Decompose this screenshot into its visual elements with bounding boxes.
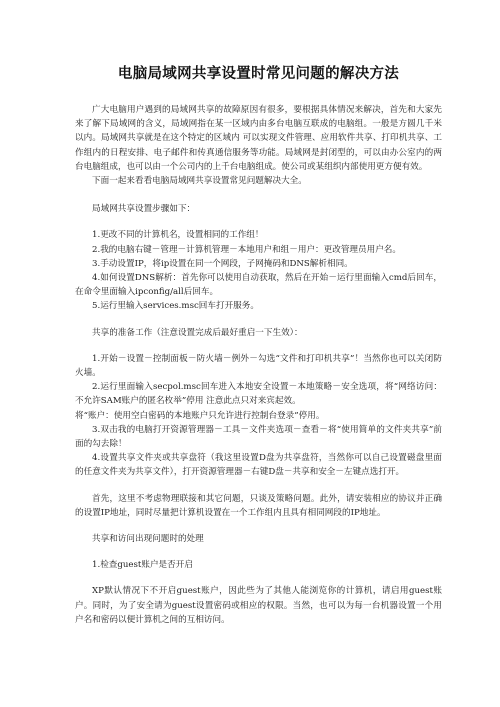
guest-account-paragraph: XP默认情况下不开启guest账户，因此些为了其他人能浏览你的计算机，请启用guest账户。同时，为了安全请为guest设置密码或相应的权限。当然，也可以为每一台机器设置一个用户名和密码以便计算机之间的互相访问。 bbox=[75, 586, 442, 625]
list-item: 将“账户：使用空白密码的本地账户只允许进行控制台登录”停用。 bbox=[75, 410, 325, 421]
list-item: 5.运行里输入services.msc回车打开服务。 bbox=[92, 301, 259, 312]
intro-paragraph: 广大电脑用户遇到的局域网共享的故障原因有很多，要根据具体情况来解决，首先和大家先来了解下局域网的含义，局域网指在某一区域内由多台电脑互联成的电脑组。一般是方圆几千米以内。局域网共享就是在这个特定的区域内 可以实现文件管理、应用软件共享、打印机共享、工作组内的日程安排、电子邮件和传真通信服务等功能。局域网是封闭型的，可以由办公室内的两台电脑组成，也可以由一个公司内的上千台电脑组成。使公司或某组织内部使用更方便有效。 bbox=[75, 105, 442, 172]
subheading-guest-account: 1.检查guest账户是否开启 bbox=[92, 560, 193, 571]
section-heading-setup-steps: 局域网共享设置步骤如下： bbox=[92, 204, 196, 215]
list-item: 4.设置共享文件夹或共享盘符（我这里设置D盘为共享盘符，当然你可以自己设置磁盘里面的任意文件夹为共享文件），打开资源管理器－右键D盘－共享和安全－左键点选打开。 bbox=[75, 453, 442, 478]
note-paragraph: 首先，这里不考虑物理联接和其它问题，只谈及策略问题。此外，请安装相应的协议并正确的设置IP地址，同时尽量把计算机设置在一个工作组内且具有相同网段的IP地址。 bbox=[75, 493, 442, 518]
intro-followup: 下面一起来看看电脑局域网共享设置常见问题解决大全。 bbox=[92, 176, 307, 187]
section-heading-troubleshooting: 共享和访问出现问题时的处理 bbox=[92, 534, 204, 545]
section-heading-preparation: 共享的准备工作（注意设置完成后最好重启一下生效）： bbox=[92, 327, 303, 338]
list-item: 4.如何设置DNS解析：首先你可以使用自动获取，然后在开始－运行里面输入cmd后回车，在命令里面输入ipconfig/all后回车。 bbox=[75, 273, 442, 298]
list-item: 3.双击我的电脑打开资源管理器－工具－文件夹选项－查看－将“使用简单的文件夹共享”前面的勾去除！ bbox=[75, 424, 442, 450]
document-title: 电脑局域网共享设置时常见问题的解决方法 bbox=[117, 65, 400, 82]
preparation-list bbox=[75, 352, 442, 480]
list-item: 1.更改不同的计算机名，设置相同的工作组！ bbox=[92, 230, 264, 241]
list-item: 2.运行里面输入secpol.msc回车进入本地安全设置－本地策略－安全选项，将“网络访问：不允许SAM账户的匿名枚举”停用 注意此点只对来宾起效。 bbox=[75, 382, 442, 407]
list-item: 2.我的电脑右键－管理－计算机管理－本地用户和组－用户：更改管理员用户名。 bbox=[92, 244, 401, 255]
setup-steps-list bbox=[75, 228, 442, 313]
list-item: 3.手动设置IP，将ip设置在同一个网段，子网掩码和DNS解析相同。 bbox=[92, 258, 353, 269]
list-item: 1.开始－设置－控制面板－防火墙－例外－勾选“文件和打印机共享”！当然你也可以关闭防火墙。 bbox=[75, 353, 442, 379]
